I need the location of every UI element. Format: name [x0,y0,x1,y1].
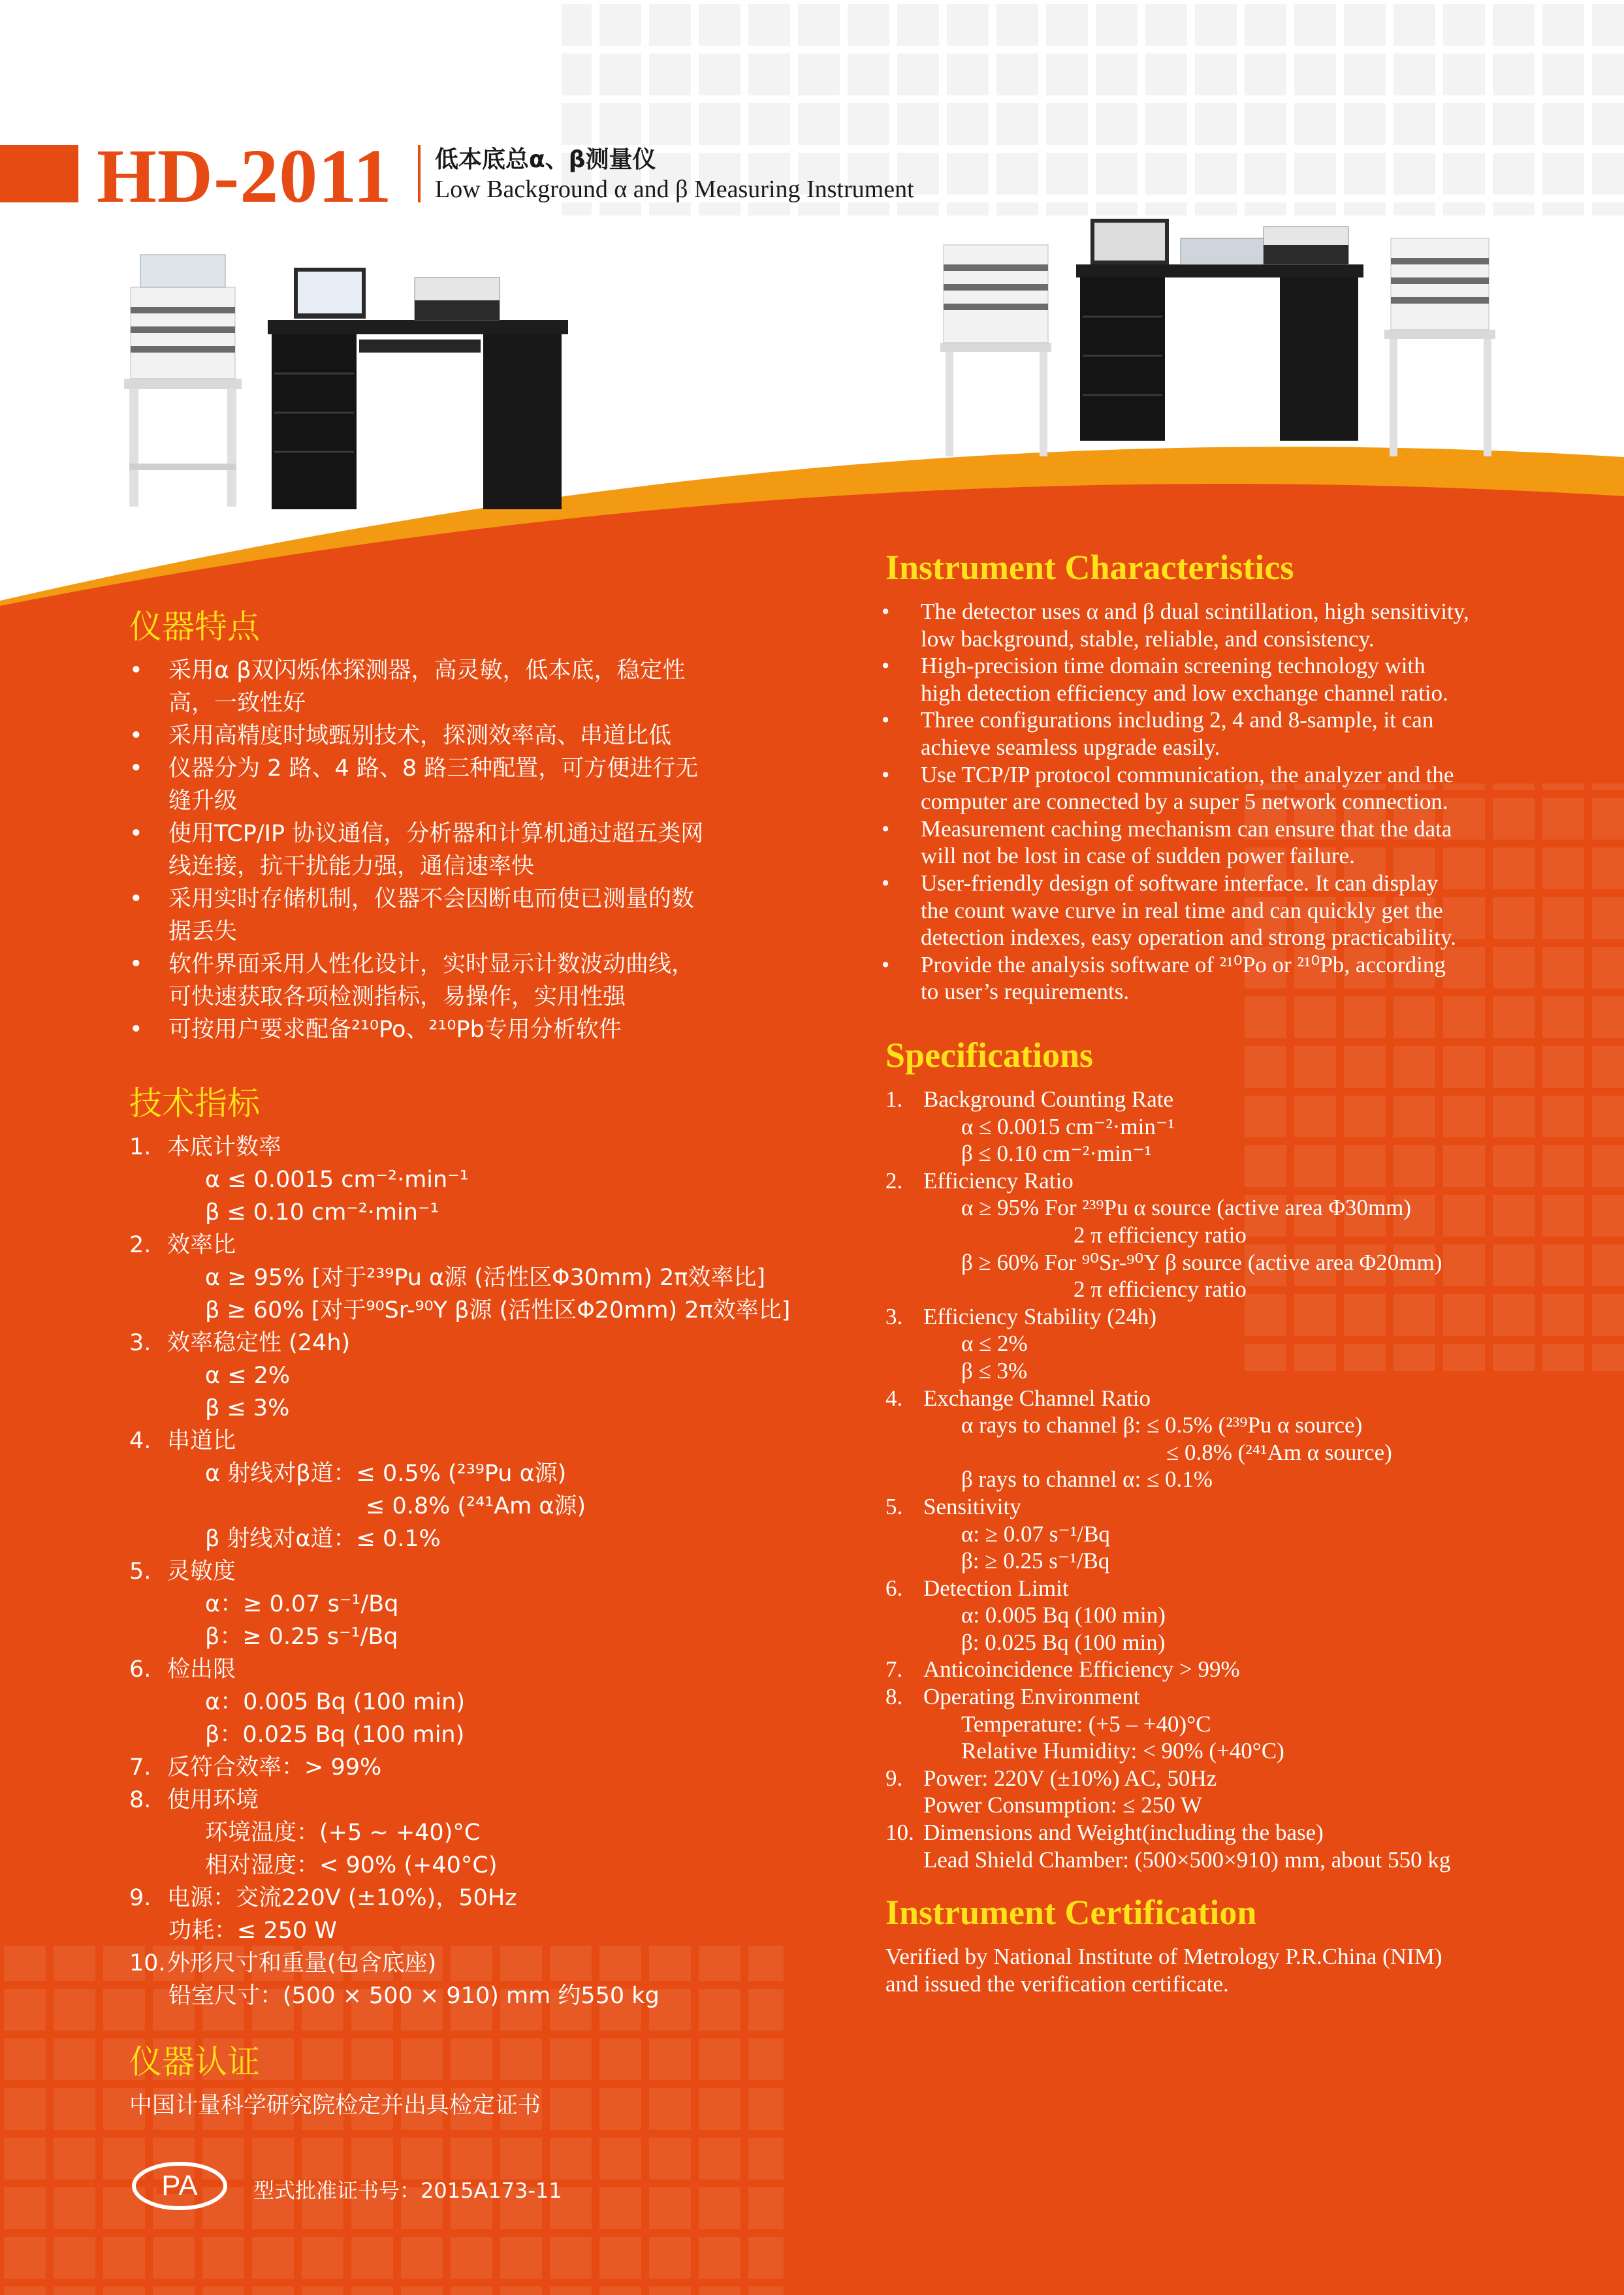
specs-list-cn [129,1131,848,2012]
feature-line: • Three configurations including 2, 4 and 8-sample, it can [921,707,1434,733]
spec-text: 环境温度：(+5 ~ +40)°C [205,1820,481,1846]
feature-line: • 仪器分为 2 路、4 路、8 路三种配置，可方便进行无 [168,755,699,782]
spec-row [885,1194,1604,1222]
spec-number: 2. [885,1167,903,1194]
spec-text: Operating Environment [923,1684,1140,1710]
spec-row [885,1086,1604,1113]
feature-line: high detection efficiency and low exchange channel ratio. [921,680,1448,706]
feature-item [882,761,1469,815]
spec-text: β：≥ 0.25 s⁻¹/Bq [205,1624,398,1650]
feature-item [129,1013,703,1046]
spec-text: Lead Shield Chamber: (500×500×910) mm, about 550 kg [923,1846,1451,1873]
features-list-en [882,598,1469,1005]
spec-text: β ≥ 60% For ⁹⁰Sr-⁹⁰Y β source (active area Φ20mm) [961,1249,1442,1275]
spec-row [885,1819,1604,1846]
spec-row [129,1816,848,1849]
spec-number: 3. [885,1303,903,1329]
cert-line: and issued the verification certificate. [885,1971,1229,1997]
spec-text: α ≥ 95% [对于²³⁹Pu α源 (活性区Φ30mm) 2π效率比] [205,1265,766,1291]
feature-line: • 使用TCP/IP 协议通信，分析器和计算机通过超五类网 [168,821,704,847]
feature-line: 据丢失 [168,919,238,945]
spec-row [129,1588,848,1621]
feature-item [882,870,1469,951]
feature-item [882,951,1469,1005]
spec-row [885,1683,1604,1711]
spec-text: Background Counting Rate [923,1086,1174,1112]
spec-text: α：≥ 0.07 s⁻¹/Bq [205,1591,399,1617]
feature-line: • 采用实时存储机制，仪器不会因断电而使已测量的数 [168,886,695,912]
spec-row [885,1276,1604,1303]
spec-text: 本底计数率 [167,1134,282,1160]
feature-line: will not be lost in case of sudden power failure. [921,843,1355,869]
cert-line: Verified by National Institute of Metrology P.R.China (NIM) [885,1944,1442,1969]
spec-number: 6. [885,1575,903,1601]
feature-line: • 采用α β双闪烁体探测器，高灵敏，低本底，稳定性 [168,657,686,684]
approval-certificate-number: 型式批准证书号：2015A173-11 [253,2178,562,2203]
spec-number: 4. [885,1385,903,1411]
spec-row [885,1330,1604,1357]
spec-number: 3. [129,1330,151,1356]
spec-number: 10. [129,1950,166,1976]
spec-row [885,1846,1604,1874]
cert-text-en [885,1943,1442,1997]
spec-row [885,1113,1604,1141]
spec-number: 9. [885,1765,903,1791]
spec-row [885,1357,1604,1385]
feature-line: • 采用高精度时域甄别技术，探测效率高、串道比低 [168,723,672,749]
spec-row [885,1466,1604,1493]
spec-text: 2 π efficiency ratio [1074,1276,1247,1303]
spec-text: α 射线对β道：≤ 0.5% (²³⁹Pu α源) [205,1461,567,1487]
feature-item [882,598,1469,652]
feature-line: • Provide the analysis software of ²¹⁰Po or ²¹⁰Pb, according [921,951,1446,977]
specs-title-cn: 技术指标 [129,1084,260,1122]
spec-text: 效率比 [167,1232,236,1258]
spec-row [129,1914,848,1947]
spec-text: β: 0.025 Bq (100 min) [961,1629,1166,1655]
feature-line: • Measurement caching mechanism can ensure that the data [921,815,1452,842]
spec-row [885,1765,1604,1792]
spec-text: Power: 220V (±10%) AC, 50Hz [923,1765,1217,1791]
feature-line: • User-friendly design of software interface. It can display [921,870,1439,896]
spec-row [129,1327,848,1359]
spec-row [129,1163,848,1196]
spec-number: 1. [885,1086,903,1112]
spec-text: α ≤ 0.0015 cm⁻²·min⁻¹ [961,1113,1175,1139]
spec-text: ≤ 0.8% (²⁴¹Am α source) [1166,1439,1392,1465]
spec-row [129,1849,848,1882]
spec-row [129,1751,848,1784]
spec-text: 灵敏度 [167,1559,236,1585]
cert-title-cn: 仪器认证 [129,2043,260,2081]
spec-text: 电源：交流220V (±10%)，50Hz [167,1885,517,1911]
spec-number: 2. [129,1232,151,1258]
feature-line: • The detector uses α and β dual scintillation, high sensitivity, [921,599,1469,624]
spec-text: Exchange Channel Ratio [923,1385,1151,1411]
spec-number: 8. [129,1787,151,1813]
spec-row [129,1131,848,1163]
spec-row [885,1493,1604,1521]
spec-row [129,1980,848,2012]
feature-line: 缝升级 [168,788,238,814]
spec-text: Efficiency Stability (24h) [923,1303,1157,1329]
spec-text: α ≥ 95% For ²³⁹Pu α source (active area Φ30mm) [961,1195,1412,1221]
spec-row [129,1229,848,1261]
feature-item [882,706,1469,761]
feature-item [882,815,1469,870]
spec-number: 7. [129,1754,151,1781]
header-divider [418,145,421,202]
product-title-cn: 低本底总α、β测量仪 [435,146,656,173]
spec-text: β ≤ 0.10 cm⁻²·min⁻¹ [961,1141,1152,1167]
spec-row [885,1521,1604,1548]
spec-text: β：0.025 Bq (100 min) [205,1722,465,1748]
feature-line: 可快速获取各项检测指标，易操作，实用性强 [168,984,626,1010]
pa-logo [131,2160,229,2212]
spec-text: α ≤ 0.0015 cm⁻²·min⁻¹ [205,1167,469,1193]
cert-title-en: Instrument Certification [885,1893,1257,1932]
feature-item [129,948,703,1013]
spec-row [129,1261,848,1294]
spec-row [885,1303,1604,1331]
spec-number: 1. [129,1134,151,1160]
spec-row [885,1439,1604,1466]
spec-text: β ≥ 60% [对于⁹⁰Sr-⁹⁰Y β源 (活性区Φ20mm) 2π效率比] [205,1297,791,1323]
feature-line: • Use TCP/IP protocol communication, the analyzer and the [921,761,1454,787]
spec-row [885,1412,1604,1439]
spec-row [885,1629,1604,1656]
spec-row [129,1784,848,1816]
spec-text: Power Consumption: ≤ 250 W [923,1792,1202,1818]
features-title-en: Instrument Characteristics [885,548,1294,587]
spec-number: 5. [129,1559,151,1585]
feature-line: the count wave curve in real time and can quickly get the [921,897,1443,923]
spec-row [129,1653,848,1686]
product-title-en: Low Background α and β Measuring Instrument [435,176,914,203]
feature-line: • High-precision time domain screening technology with [921,653,1425,679]
spec-row [885,1792,1604,1819]
spec-row [129,1359,848,1392]
features-list-cn [129,654,703,1046]
spec-row [129,1392,848,1425]
feature-item [129,654,703,720]
spec-text: β: ≥ 0.25 s⁻¹/Bq [961,1548,1110,1574]
spec-row [885,1140,1604,1167]
spec-row [129,1425,848,1457]
feature-line: achieve seamless upgrade easily. [921,734,1220,760]
spec-number: 10. [885,1820,914,1846]
spec-text: 检出限 [167,1656,236,1683]
spec-text: Temperature: (+5 – +40)°C [961,1711,1211,1737]
spec-number: 5. [885,1493,903,1519]
spec-row [129,1457,848,1490]
spec-row [129,1196,848,1229]
feature-item [129,752,703,817]
specs-title-en: Specifications [885,1036,1093,1075]
spec-row [129,1621,848,1653]
spec-number: 7. [885,1656,903,1683]
spec-text: 反符合效率：> 99% [167,1754,382,1781]
spec-text: α ≤ 2% [961,1331,1028,1357]
spec-number: 6. [129,1656,151,1683]
spec-text: Dimensions and Weight(including the base) [923,1820,1324,1846]
spec-row [885,1711,1604,1738]
spec-row [129,1947,848,1980]
features-title-cn: 仪器特点 [129,608,260,646]
spec-text: 使用环境 [167,1787,259,1813]
spec-text: α ≤ 2% [205,1363,291,1389]
spec-text: 相对湿度：< 90% (+40°C) [205,1852,498,1878]
spec-number: 8. [885,1684,903,1710]
spec-row [129,1294,848,1327]
spec-text: 效率稳定性 (24h) [167,1330,351,1356]
product-photo-left [118,248,575,522]
spec-text: Sensitivity [923,1493,1021,1519]
spec-row [129,1882,848,1914]
spec-text: 2 π efficiency ratio [1074,1222,1247,1248]
spec-text: α：0.005 Bq (100 min) [205,1689,465,1715]
model-number: HD-2011 [97,133,392,219]
spec-row [885,1737,1604,1765]
spec-text: ≤ 0.8% (²⁴¹Am α源) [366,1493,586,1519]
spec-text: 铅室尺寸：(500 × 500 × 910) mm 约550 kg [168,1983,660,2009]
spec-number: 9. [129,1885,151,1911]
feature-line: detection indexes, easy operation and strong practicability. [921,925,1456,951]
feature-line: computer are connected by a super 5 network connection. [921,789,1448,815]
spec-row [885,1547,1604,1575]
spec-text: Anticoincidence Efficiency > 99% [923,1656,1240,1683]
cert-text-cn: 中国计量科学研究院检定并出具检定证书 [129,2093,541,2119]
pa-logo-text: PA [161,2170,198,2202]
spec-row [885,1249,1604,1276]
feature-item [882,652,1469,706]
spec-row [885,1575,1604,1602]
feature-item [129,817,703,883]
product-photo-right [934,212,1502,460]
spec-row [129,1555,848,1588]
spec-row [129,1523,848,1555]
spec-number: 4. [129,1428,151,1454]
spec-row [129,1718,848,1751]
spec-text: β ≤ 3% [205,1395,290,1421]
feature-line: 线连接，抗干扰能力强，通信速率快 [168,853,535,879]
spec-text: β ≤ 3% [961,1357,1028,1384]
feature-line: low background, stable, reliable, and consistency. [921,625,1375,652]
spec-text: 功耗：≤ 250 W [168,1918,337,1944]
feature-line: 高，一致性好 [168,690,306,716]
feature-line: to user’s requirements. [921,979,1130,1005]
spec-text: α rays to channel β: ≤ 0.5% (²³⁹Pu α source) [961,1412,1363,1438]
spec-row [129,1490,848,1523]
spec-row [885,1602,1604,1629]
spec-text: 外形尺寸和重量(包含底座) [167,1950,437,1976]
feature-line: • 软件界面采用人性化设计，实时显示计数波动曲线， [168,951,695,977]
spec-text: β rays to channel α: ≤ 0.1% [961,1466,1213,1493]
spec-row [885,1656,1604,1683]
spec-text: β ≤ 0.10 cm⁻²·min⁻¹ [205,1199,439,1226]
spec-text: β 射线对α道：≤ 0.1% [205,1526,441,1552]
spec-row [885,1385,1604,1412]
header-accent-bar [0,145,78,202]
spec-text: α: 0.005 Bq (100 min) [961,1602,1166,1628]
spec-row [129,1686,848,1718]
spec-text: α: ≥ 0.07 s⁻¹/Bq [961,1521,1110,1547]
spec-text: Efficiency Ratio [923,1167,1074,1194]
specs-list-en [885,1086,1604,1873]
spec-row [885,1167,1604,1195]
spec-text: Relative Humidity: < 90% (+40°C) [961,1738,1284,1764]
spec-text: 串道比 [167,1428,236,1454]
feature-item [129,883,703,948]
spec-text: Detection Limit [923,1575,1069,1601]
feature-item [129,720,703,752]
spec-row [885,1222,1604,1249]
feature-line: • 可按用户要求配备²¹⁰Po、²¹⁰Pb专用分析软件 [168,1017,622,1043]
